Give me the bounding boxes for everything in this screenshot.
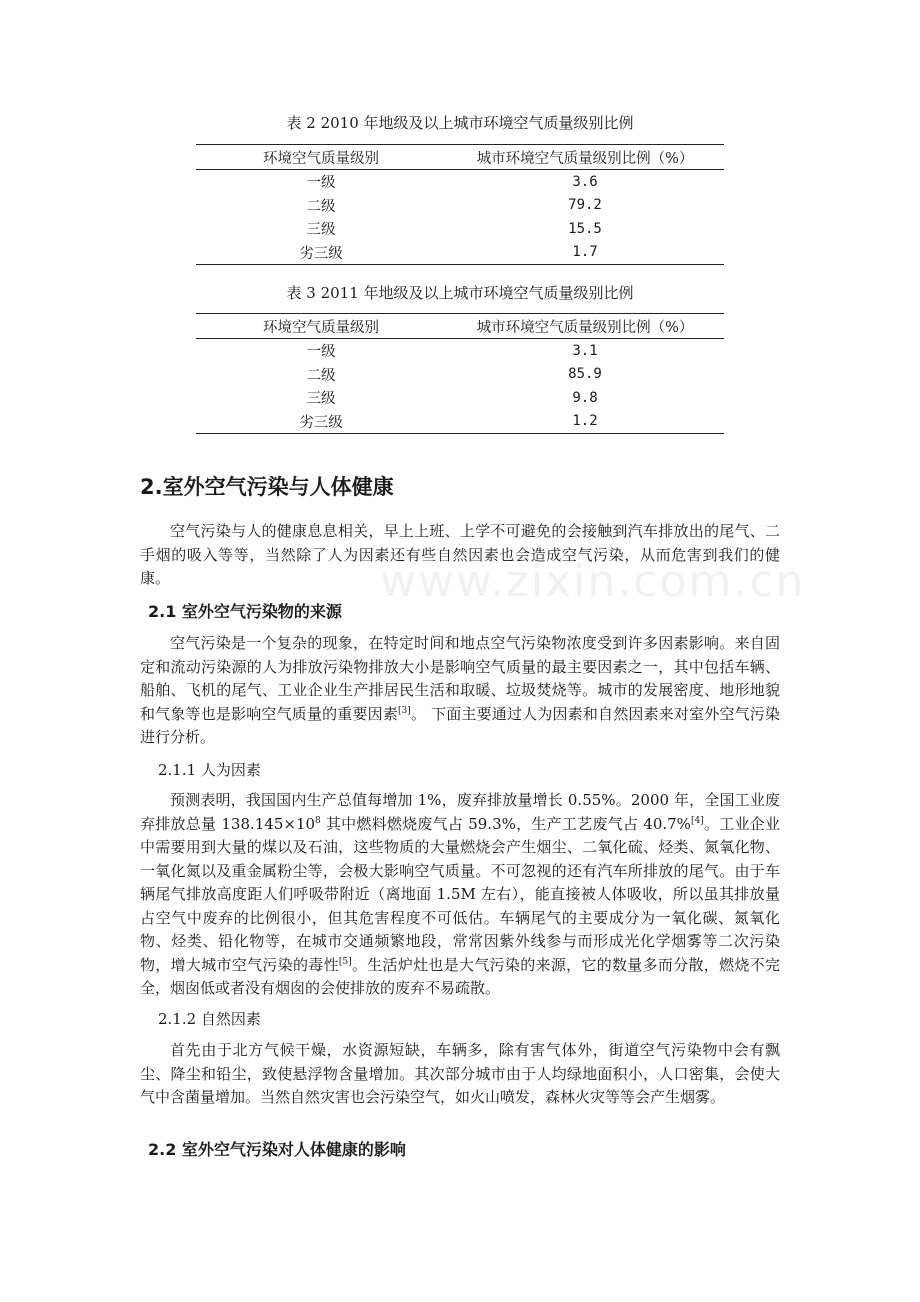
table2-header-row <box>196 145 724 170</box>
table2-ratio-cell: 1.7 <box>572 244 598 261</box>
table3-ratio-cell: 1.2 <box>572 413 598 430</box>
table-row <box>196 363 724 387</box>
section-2-1-text: 空气污染是一个复杂的现象，在特定时间和地点空气污染物浓度受到许多因素影响。来自固定和流动污染源的人为排放污染物排放大小是影响空气质量的最主要因素之一，其中包括车辆、船舶、飞机的尾气、工业企业生产排居民生活和取暖、垃圾焚烧等。城市的发展密度、地形地貌和气象等也是影响空气质量的重要因素 <box>140 634 780 723</box>
table-row <box>196 339 724 363</box>
citation-ref: [3] <box>398 705 411 716</box>
table-row <box>196 194 724 218</box>
table-row <box>196 241 724 265</box>
table3-grade-cell: 二级 <box>306 367 336 384</box>
section-2-1-heading: 2.1 室外空气污染物的来源 <box>148 602 342 621</box>
table-row <box>196 170 724 194</box>
table-row <box>196 386 724 410</box>
table2-ratio-cell: 15.5 <box>568 220 602 237</box>
table2-grade-cell: 二级 <box>306 198 336 215</box>
section-2-2-heading: 2.2 室外空气污染对人体健康的影响 <box>148 1140 406 1159</box>
table2-grade-cell: 三级 <box>306 222 336 239</box>
watermark: www.zixin.com.cn <box>380 556 806 607</box>
table3-header-grade: 环境空气质量级别 <box>263 319 379 336</box>
table3 <box>196 313 724 434</box>
citation-ref: [4] <box>690 815 704 826</box>
exponent: 8 <box>315 815 321 826</box>
table2-caption: 表 2 2010 年地级及以上城市环境空气质量级别比例 <box>286 114 634 132</box>
table3-ratio-cell: 9.8 <box>572 389 598 406</box>
table-row <box>196 217 724 241</box>
table2-grade-cell: 一级 <box>306 175 336 192</box>
table-row <box>196 410 724 434</box>
table3-header-row <box>196 314 724 339</box>
table2 <box>196 144 724 265</box>
table3-ratio-cell: 85.9 <box>568 366 602 383</box>
section-2-1-2-heading: 2.1.2 自然因素 <box>158 1010 261 1028</box>
section-2-1-1-text-c: 。工业企业中需要用到大量的煤以及石油，这些物质的大量燃烧会产生烟尘、二氧化硫、烃类、氮氧化物、一氧化氮以及重金属粉尘等，会极大影响空气质量。不可忽视的还有汽车所排放的尾气。由于车辆尾气排放高度距人们呼吸带附近（离地面 1.5M 左右），能直接被人体吸收，所以虽其排放量占空气中废弃的比例很小，但其危害程度不可低估。车辆尾气的主要成分为一氧化碳、氮氧化物、烃类、铅化物等，在城市交通频繁地段，常常因紫外线参与而形成光化学烟雾等二次污染物，增大城市空气污染的毒性 <box>140 814 781 974</box>
section-2-1-paragraph <box>140 632 780 750</box>
section-2-intro-paragraph: 空气污染与人的健康息息相关，早上上班、上学不可避免的会接触到汽车排放出的尾气、二手烟的吸入等等，当然除了人为因素还有些自然因素也会造成空气污染，从而危害到我们的健康。 <box>140 522 780 587</box>
section-2-1-1-text-b: 其中燃料燃烧废气占 59.3%，生产工艺废气占 40.7% <box>320 814 691 833</box>
table2-header-grade: 环境空气质量级别 <box>263 150 379 167</box>
table2-ratio-cell: 3.6 <box>572 173 598 190</box>
table3-grade-cell: 三级 <box>306 391 336 408</box>
table3-grade-cell: 一级 <box>306 344 336 361</box>
table2-grade-cell: 劣三级 <box>299 245 343 262</box>
citation-ref: [5] <box>338 956 352 967</box>
table3-header-ratio: 城市环境空气质量级别比例（%） <box>476 319 694 336</box>
section-2-1-1-text-a: 预测表明，我国国内生产总值每增加 1%，废弃排放量增长 0.55%。2000 年，全国工业废弃排放总量 138.145×10 <box>140 791 780 833</box>
table2-header-ratio: 城市环境空气质量级别比例（%） <box>476 150 694 167</box>
section-2-1-1-heading: 2.1.1 人为因素 <box>158 761 261 779</box>
section-2-heading: 2.室外空气污染与人体健康 <box>140 475 394 499</box>
table2-ratio-cell: 79.2 <box>568 197 602 214</box>
section-2-1-1-text-d: 。生活炉灶也是大气污染的来源，它的数量多而分散，燃烧不完全，烟囱低或者没有烟囱的会使排放的废弃不易疏散。 <box>140 955 780 997</box>
section-2-1-text-end: 。 下面主要通过人为因素和自然因素来对室外空气污染进行分析。 <box>140 704 780 746</box>
table3-grade-cell: 劣三级 <box>299 414 343 431</box>
section-2-1-2-paragraph: 首先由于北方气候干燥，水资源短缺，车辆多，除有害气体外，街道空气污染物中会有飘尘、降尘和铅尘，致使悬浮物含量增加。其次部分城市由于人均绿地面积小，人口密集，会使大气中含菌量增加。当然自然灾害也会污染空气，如火山喷发，森林火灾等等会产生烟雾。 <box>140 1041 780 1106</box>
table3-ratio-cell: 3.1 <box>572 342 598 359</box>
section-2-1-1-paragraph <box>140 789 780 1001</box>
table3-caption: 表 3 2011 年地级及以上城市环境空气质量级别比例 <box>286 284 634 302</box>
